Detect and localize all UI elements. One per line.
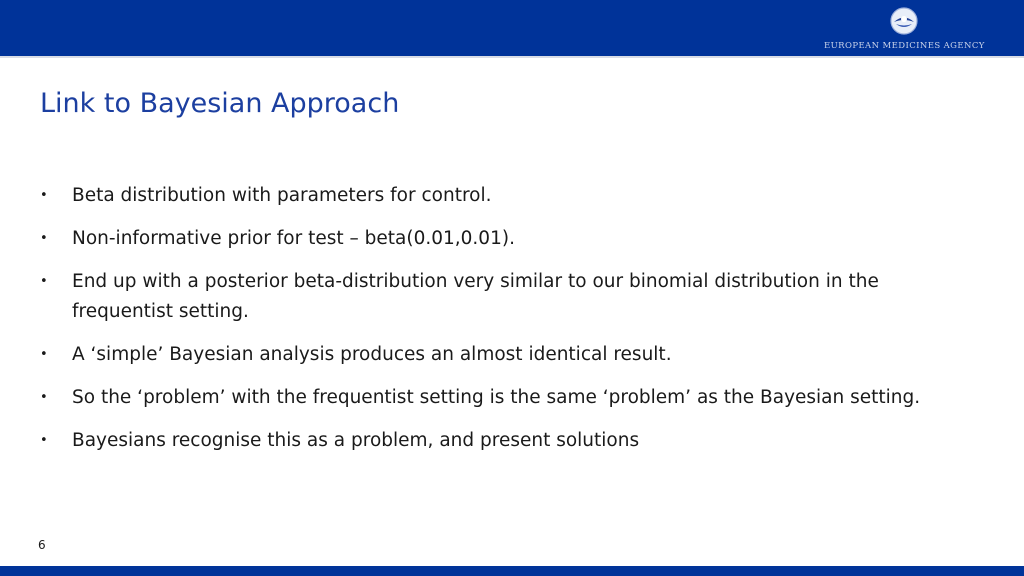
bullet-item [40,181,985,211]
bullet-marker: • [40,188,48,203]
bullet-item [40,340,985,370]
bullet-marker: • [40,231,48,246]
agency-logo [824,6,984,54]
agency-logo-text: EUROPEAN MEDICINES AGENCY [824,41,985,51]
footer-bar [0,566,1024,576]
bullet-text: Beta distribution with parameters for control. [72,185,492,206]
bullet-list [40,181,985,469]
header-divider [0,56,1024,58]
bullet-item [40,224,985,254]
bullet-marker: • [40,390,48,405]
bullet-text: End up with a posterior beta-distribution very similar to our binomial distribution in the frequentist setting. [72,271,879,322]
bullet-text: So the ‘problem’ with the frequentist setting is the same ‘problem’ as the Bayesian setting. [72,387,921,408]
ema-emblem-icon [889,6,919,36]
bullet-item [40,426,985,456]
slide-title: Link to Bayesian Approach [40,88,400,119]
bullet-text: Bayesians recognise this as a problem, and present solutions [72,430,640,451]
header-bar [0,0,1024,56]
bullet-marker: • [40,347,48,362]
bullet-item [40,383,985,413]
bullet-text: A ‘simple’ Bayesian analysis produces an almost identical result. [72,344,672,365]
bullet-item [40,267,985,327]
bullet-marker: • [40,433,48,448]
bullet-text: Non-informative prior for test – beta(0.01,0.01). [72,228,515,249]
page-number: 6 [38,538,46,552]
bullet-marker: • [40,274,48,289]
